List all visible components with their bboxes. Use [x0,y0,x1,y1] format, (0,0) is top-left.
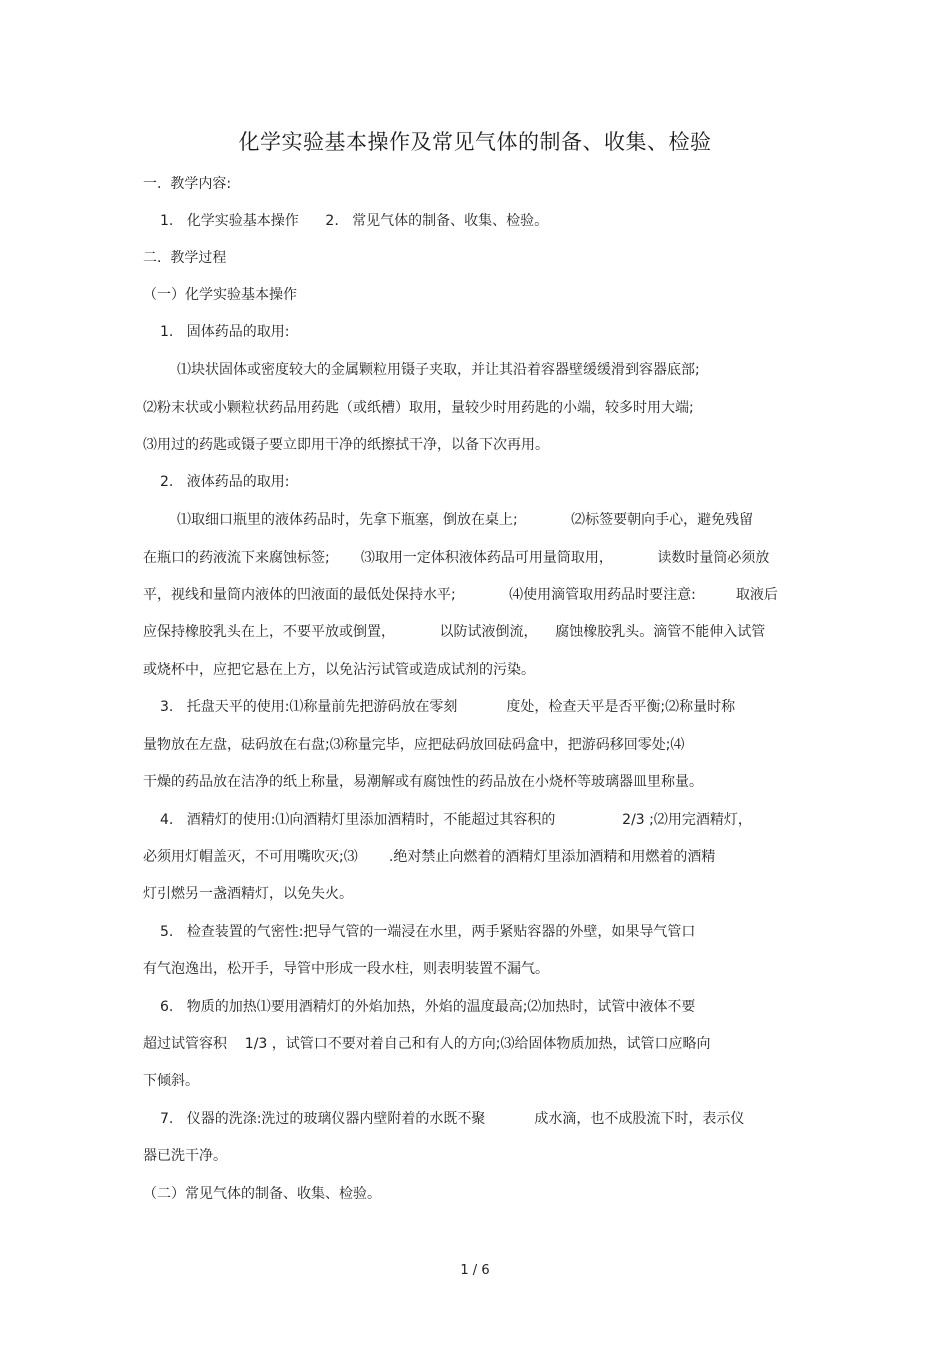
paragraph-line: ⑴块状固体或密度较大的金属颗粒用镊子夹取，并让其沿着容器壁缓缓滑到容器底部; [177,362,700,378]
subsection-heading-1: （一）化学实验基本操作 [143,287,297,303]
section-heading-2: 二. 教学过程 [143,250,227,266]
paragraph-line: 或烧杯中，应把它悬在上方，以免沾污试管或造成试剂的污染。 [143,662,535,678]
subsection-heading-2: （二）常见气体的制备、收集、检验。 [143,1186,381,1202]
paragraph-line: 超过试管容积 1/3 ，试管口不要对着自己和有人的方向;⑶给固体物质加热，试管口应略向 [143,1036,711,1052]
paragraph-line: 必须用灯帽盖灭，不可用嘴吹灭;⑶ .绝对禁止向燃着的酒精灯里添加酒精和用燃着的酒精 [143,849,716,865]
document-title: 化学实验基本操作及常见气体的制备、收集、检验 [238,130,712,154]
item-heading-4: 4. 酒精灯的使用:⑴向酒精灯里添加酒精时，不能超过其容积的 2/3 ;⑵用完酒精灯， [160,812,752,828]
paragraph-line: 干燥的药品放在洁净的纸上称量，易潮解或有腐蚀性的药品放在小烧杯等玻璃器皿里称量。 [143,774,703,790]
item-heading-3: 3. 托盘天平的使用:⑴称量前先把游码放在零刻 度处，检查天平是否平衡;⑵称量时称 [160,699,736,715]
paragraph-line: 下倾斜。 [143,1073,199,1089]
section-heading-1: 一. 教学内容: [143,176,232,192]
paragraph-line: 平，视线和量筒内液体的凹液面的最低处保持水平; ⑷使用滴管取用药品时要注意: 取液后 [143,587,778,603]
paragraph-line: 器已洗干净。 [143,1148,227,1164]
item-heading-2: 2. 液体药品的取用: [160,474,290,490]
paragraph-line: 量物放在左盘，砝码放在右盘;⑶称量完毕，应把砝码放回砝码盒中，把游码移回零处;⑷ [143,737,685,753]
paragraph-line: 应保持橡胶乳头在上，不要平放或倒置， 以防试液倒流， 腐蚀橡胶乳头。滴管不能伸入试管 [143,624,766,640]
paragraph-line: ⑶用过的药匙或镊子要立即用干净的纸擦拭干净，以备下次再用。 [143,437,549,453]
item-heading-5: 5. 检查装置的气密性:把导气管的一端浸在水里，两手紧贴容器的外壁，如果导气管口 [160,924,696,940]
content-list: 1. 化学实验基本操作 2. 常见气体的制备、收集、检验。 [160,213,549,229]
paragraph-line: ⑴取细口瓶里的液体药品时，先拿下瓶塞，倒放在桌上; ⑵标签要朝向手心，避免残留 [177,512,754,528]
item-heading-1: 1. 固体药品的取用: [160,324,290,340]
item-heading-6: 6. 物质的加热⑴要用酒精灯的外焰加热，外焰的温度最高;⑵加热时，试管中液体不要 [160,999,696,1015]
paragraph-line: 灯引燃另一盏酒精灯，以免失火。 [143,886,353,902]
paragraph-line: 在瓶口的药液流下来腐蚀标签; ⑶取用一定体积液体药品可用量筒取用， 读数时量筒必须放 [143,550,770,566]
paragraph-line: 有气泡逸出，松开手，导管中形成一段水柱，则表明装置不漏气。 [143,961,549,977]
paragraph-line: ⑵粉末状或小颗粒状药品用药匙（或纸槽）取用，量较少时用药匙的小端，较多时用大端; [143,400,694,416]
item-heading-7: 7. 仪器的洗涤:洗过的玻璃仪器内壁附着的水既不聚 成水滴，也不成股流下时，表示仪 [160,1111,745,1127]
page-number: 1 / 6 [460,1263,490,1278]
